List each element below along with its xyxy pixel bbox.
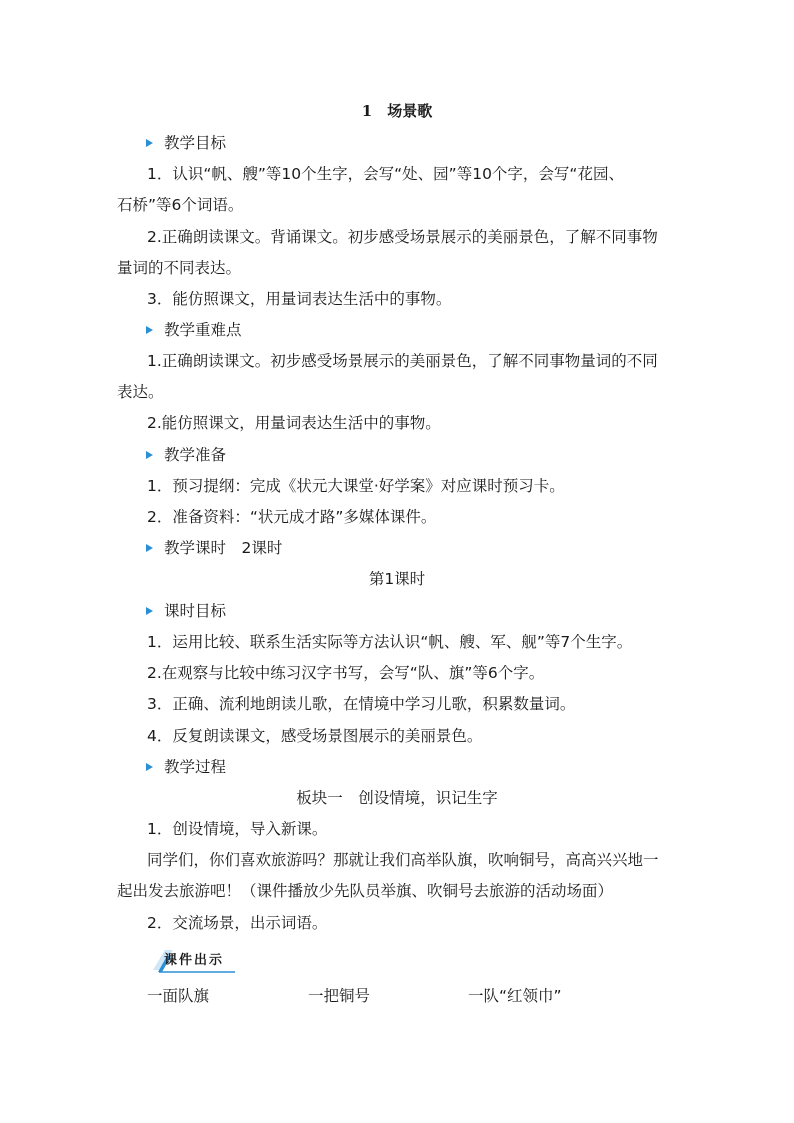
preparation-2: 2．准备资料：“状元成才路”多媒体课件。 — [147, 508, 437, 526]
goal-3: 3．能仿照课文，用量词表达生活中的事物。 — [147, 290, 452, 308]
courseware-word-3: 一队“红领巾” — [468, 987, 562, 1005]
goal-1-line-2: 石桥”等6个词语。 — [117, 196, 244, 214]
goal-2-line-2: 量词的不同表达。 — [117, 259, 242, 277]
triangle-bullet-icon — [146, 139, 153, 147]
section-label: 教学重难点 — [164, 321, 242, 339]
section-label: 教学过程 — [164, 758, 227, 776]
section-label: 课时目标 — [164, 602, 227, 620]
triangle-bullet-icon — [146, 451, 153, 459]
lesson-title: 1 场景歌 — [361, 102, 433, 120]
lesson-goal-2: 2.在观察与比较中练习汉字书写，会写“队、旗”等6个字。 — [147, 664, 545, 682]
triangle-bullet-icon — [146, 607, 153, 615]
lesson-goal-1: 1．运用比较、联系生活实际等方法认识“帆、艘、军、舰”等7个生字。 — [147, 633, 633, 651]
section-label: 教学目标 — [164, 134, 227, 152]
block-title: 板块一 创设情境，识记生字 — [296, 789, 498, 807]
process-step-1-text-line-2: 起出发去旅游吧！（课件播放少先队员举旗、吹铜号去旅游的活动场面） — [117, 882, 614, 900]
lesson-goal-3: 3．正确、流利地朗读儿歌，在情境中学习儿歌，积累数量词。 — [147, 695, 576, 713]
process-step-1-text-line-1: 同学们，你们喜欢旅游吗？那就让我们高举队旗，吹响铜号，高高兴兴地一 — [147, 851, 659, 869]
section-label: 教学准备 — [164, 446, 227, 464]
key-point-1-line-1: 1.正确朗读课文。初步感受场景展示的美丽景色，了解不同事物量词的不同 — [147, 352, 658, 370]
lesson-goal-4: 4．反复朗读课文，感受场景图展示的美丽景色。 — [147, 727, 483, 745]
triangle-bullet-icon — [146, 763, 153, 771]
section-header-preparation — [148, 445, 226, 465]
process-step-2: 2．交流场景，出示词语。 — [147, 914, 328, 932]
section-header-periods — [148, 538, 282, 558]
courseware-word-2: 一把铜号 — [308, 987, 371, 1005]
key-point-2: 2.能仿照课文，用量词表达生活中的事物。 — [147, 414, 441, 432]
section-header-lesson-goals — [148, 601, 226, 621]
triangle-bullet-icon — [146, 544, 153, 552]
preparation-1: 1．预习提纲：完成《状元大课堂·好学案》对应课时预习卡。 — [147, 477, 565, 495]
triangle-bullet-icon — [146, 326, 153, 334]
courseware-word-1: 一面队旗 — [147, 987, 210, 1005]
section-header-process — [148, 757, 226, 777]
section-header-key-points — [148, 320, 242, 340]
section-label: 教学课时 2课时 — [164, 539, 283, 557]
process-step-1: 1．创设情境，导入新课。 — [147, 820, 328, 838]
lesson-period-title: 第1课时 — [368, 570, 426, 588]
courseware-label: 课件出示 — [164, 953, 225, 968]
goal-1-line-1: 1．认识“帆、艘”等10个生字，会写“处、园”等10个字，会写“花园、 — [147, 165, 624, 183]
goal-2-line-1: 2.正确朗读课文。背诵课文。初步感受场景展示的美丽景色，了解不同事物 — [147, 228, 658, 246]
section-header-goals — [148, 133, 226, 153]
key-point-1-line-2: 表达。 — [117, 383, 164, 401]
